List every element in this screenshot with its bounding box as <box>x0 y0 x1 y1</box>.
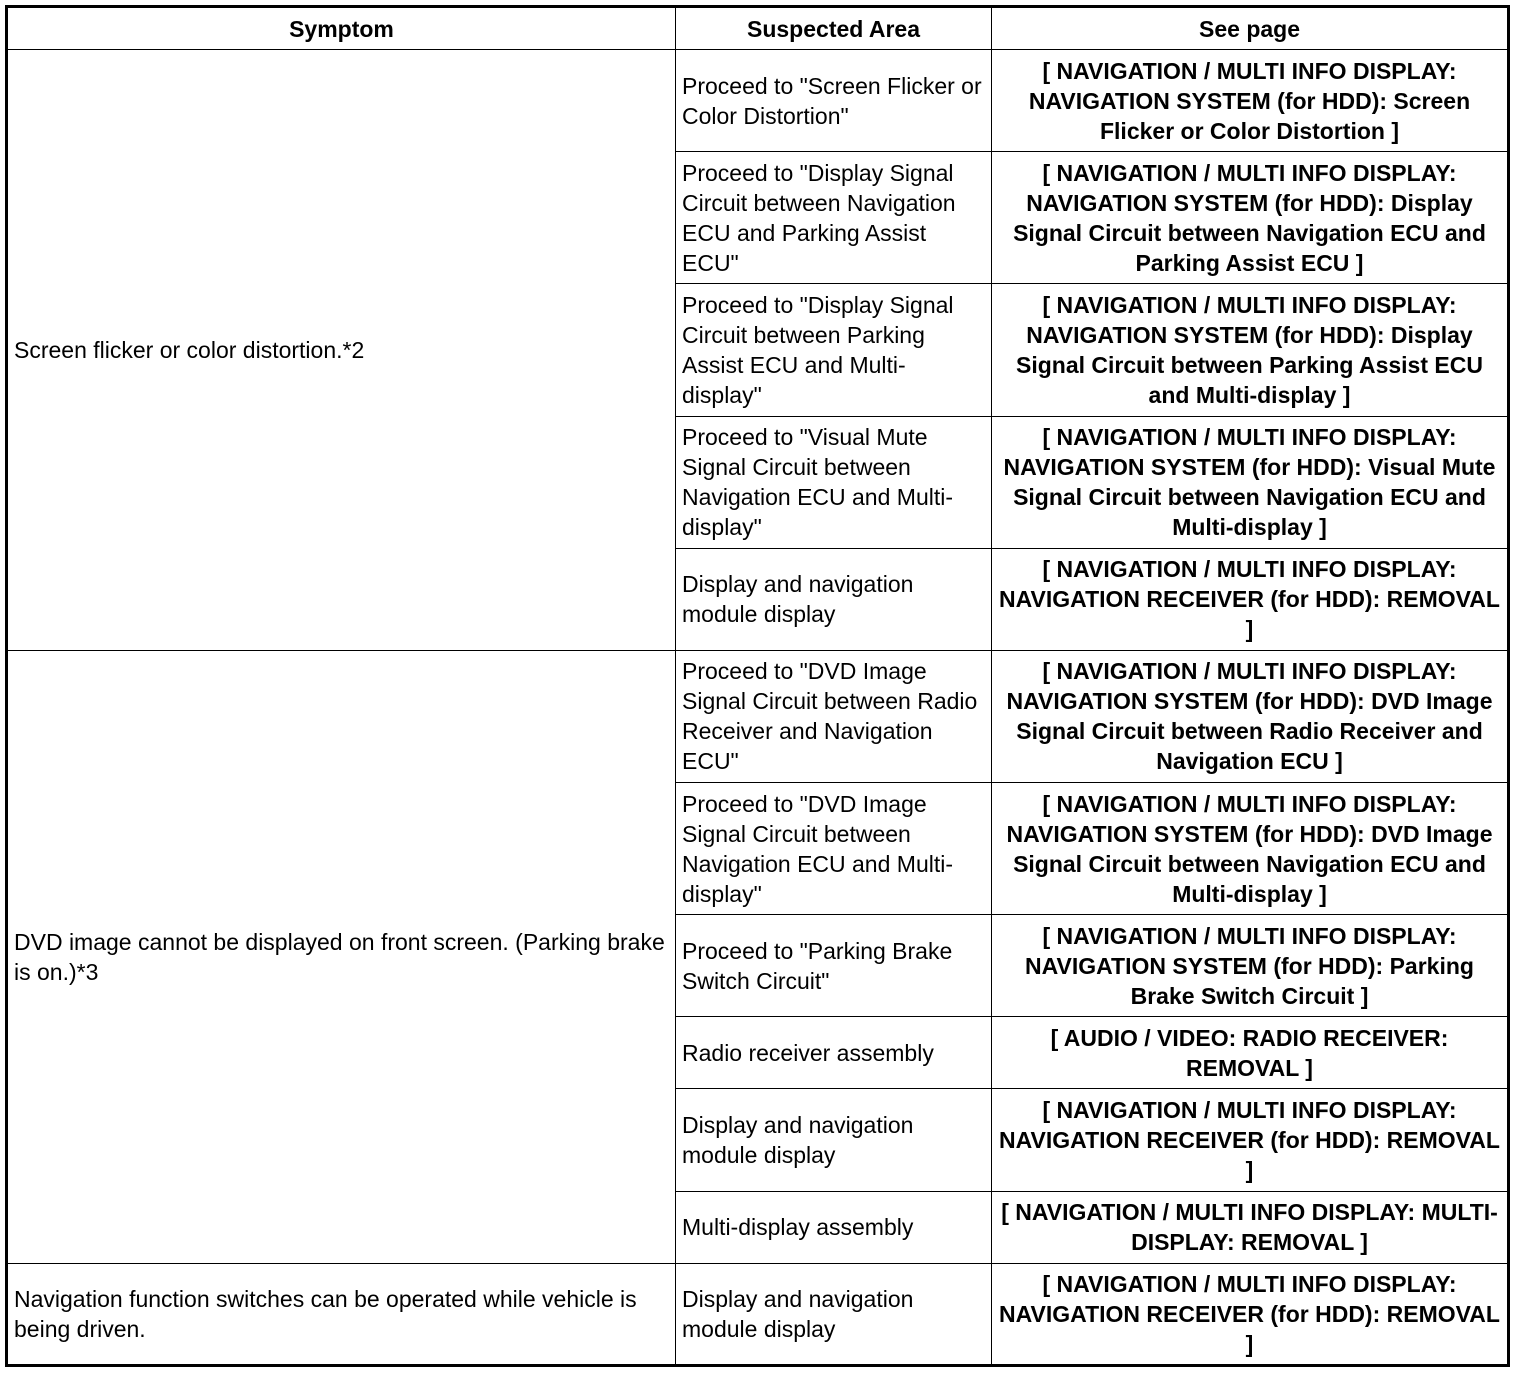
suspected-area-cell: Display and navigation module display <box>676 1089 992 1191</box>
see-page-link[interactable]: [ AUDIO / VIDEO: RADIO RECEIVER: REMOVAL ] <box>992 1017 1509 1089</box>
suspected-area-cell: Proceed to "DVD Image Signal Circuit between Navigation ECU and Multi-display" <box>676 783 992 915</box>
suspected-area-cell: Proceed to "Parking Brake Switch Circuit" <box>676 915 992 1017</box>
suspected-area-cell: Display and navigation module display <box>676 1263 992 1365</box>
see-page-link[interactable]: [ NAVIGATION / MULTI INFO DISPLAY: MULTI-DISPLAY: REMOVAL ] <box>992 1191 1509 1263</box>
suspected-area-cell: Proceed to "Visual Mute Signal Circuit between Navigation ECU and Multi-display" <box>676 416 992 548</box>
header-row <box>7 7 1509 50</box>
header-symptom: Symptom <box>7 7 676 50</box>
see-page-link[interactable]: [ NAVIGATION / MULTI INFO DISPLAY: NAVIGATION SYSTEM (for HDD): Parking Brake Switch Circuit ] <box>992 915 1509 1017</box>
symptom-cell: DVD image cannot be displayed on front screen. (Parking brake is on.)*3 <box>7 650 676 1263</box>
suspected-area-cell: Multi-display assembly <box>676 1191 992 1263</box>
see-page-link[interactable]: [ NAVIGATION / MULTI INFO DISPLAY: NAVIGATION SYSTEM (for HDD): DVD Image Signal Circuit between Navigation ECU and Multi-display ] <box>992 783 1509 915</box>
see-page-link[interactable]: [ NAVIGATION / MULTI INFO DISPLAY: NAVIGATION RECEIVER (for HDD): REMOVAL ] <box>992 1089 1509 1191</box>
table-row <box>7 1263 1509 1365</box>
symptom-table <box>5 5 1510 1367</box>
see-page-link[interactable]: [ NAVIGATION / MULTI INFO DISPLAY: NAVIGATION SYSTEM (for HDD): Visual Mute Signal Circuit between Navigation ECU and Multi-display ] <box>992 416 1509 548</box>
suspected-area-cell: Proceed to "Display Signal Circuit between Parking Assist ECU and Multi-display" <box>676 284 992 416</box>
symptom-cell: Navigation function switches can be operated while vehicle is being driven. <box>7 1263 676 1365</box>
table-row <box>7 50 1509 152</box>
see-page-link[interactable]: [ NAVIGATION / MULTI INFO DISPLAY: NAVIGATION SYSTEM (for HDD): Screen Flicker or Color Distortion ] <box>992 50 1509 152</box>
suspected-area-cell: Proceed to "DVD Image Signal Circuit between Radio Receiver and Navigation ECU" <box>676 650 992 782</box>
suspected-area-cell: Display and navigation module display <box>676 548 992 650</box>
suspected-area-cell: Proceed to "Screen Flicker or Color Distortion" <box>676 50 992 152</box>
suspected-area-cell: Radio receiver assembly <box>676 1017 992 1089</box>
see-page-link[interactable]: [ NAVIGATION / MULTI INFO DISPLAY: NAVIGATION RECEIVER (for HDD): REMOVAL ] <box>992 548 1509 650</box>
header-suspected-area: Suspected Area <box>676 7 992 50</box>
see-page-link[interactable]: [ NAVIGATION / MULTI INFO DISPLAY: NAVIGATION RECEIVER (for HDD): REMOVAL ] <box>992 1263 1509 1365</box>
see-page-link[interactable]: [ NAVIGATION / MULTI INFO DISPLAY: NAVIGATION SYSTEM (for HDD): Display Signal Circuit between Parking Assist ECU and Multi-display ] <box>992 284 1509 416</box>
header-see-page: See page <box>992 7 1509 50</box>
see-page-link[interactable]: [ NAVIGATION / MULTI INFO DISPLAY: NAVIGATION SYSTEM (for HDD): DVD Image Signal Circuit between Radio Receiver and Navigation ECU ] <box>992 650 1509 782</box>
suspected-area-cell: Proceed to "Display Signal Circuit between Navigation ECU and Parking Assist ECU" <box>676 152 992 284</box>
see-page-link[interactable]: [ NAVIGATION / MULTI INFO DISPLAY: NAVIGATION SYSTEM (for HDD): Display Signal Circuit between Navigation ECU and Parking Assist ECU ] <box>992 152 1509 284</box>
symptom-cell: Screen flicker or color distortion.*2 <box>7 50 676 651</box>
table-row <box>7 650 1509 782</box>
